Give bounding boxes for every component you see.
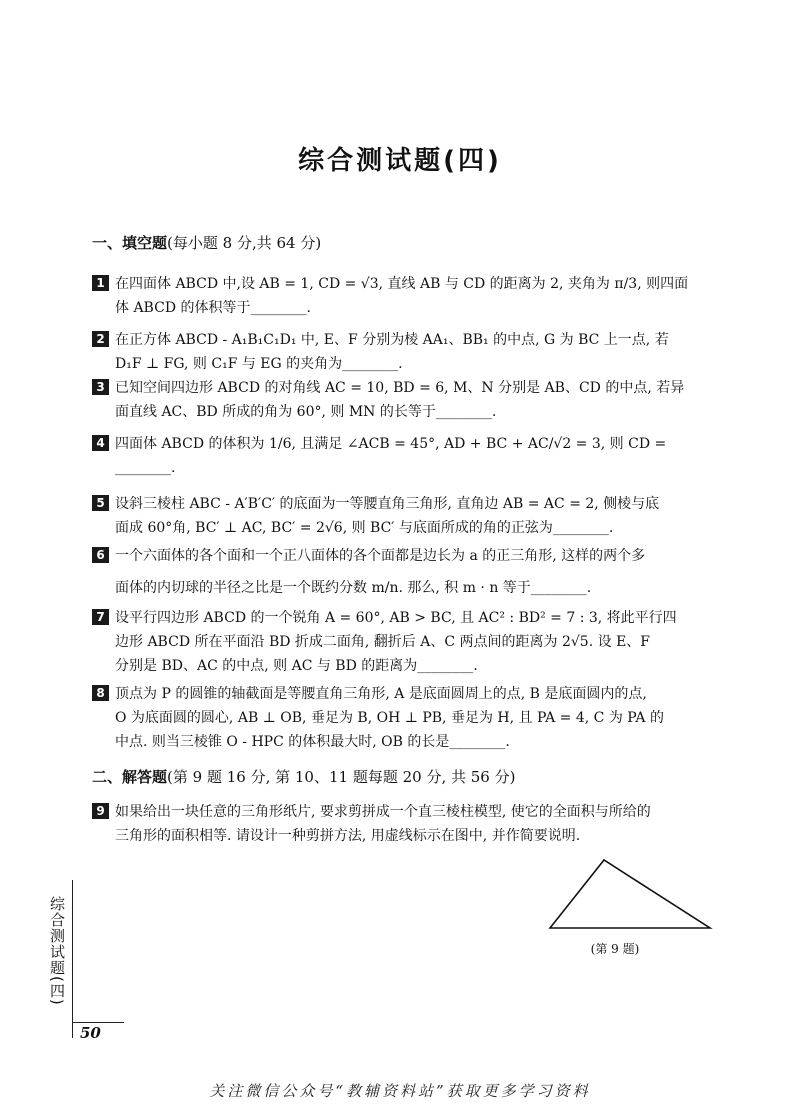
side-rule bbox=[72, 880, 73, 1038]
triangle-figure bbox=[540, 852, 720, 932]
question-line: 在四面体 ABCD 中,设 AB = 1, CD = √3, 直线 AB 与 CD 的距离为 2, 夹角为 π/3, 则四面 bbox=[115, 276, 689, 292]
question-number: 3 bbox=[92, 379, 109, 395]
question-4 bbox=[92, 432, 710, 480]
question-line: 面成 60°角, BC′ ⊥ AC, BC′ = 2√6, 则 BC′ 与底面所成的角的正弦为________. bbox=[115, 520, 614, 536]
question-line: 如果给出一块任意的三角形纸片, 要求剪拼成一个直三棱柱模型, 使它的全面积与所给的 bbox=[115, 804, 651, 820]
question-number: 8 bbox=[92, 685, 109, 701]
page-number: 50 bbox=[80, 1024, 101, 1042]
question-line: 四面体 ABCD 的体积为 1/6, 且满足 ∠ACB = 45°, AD + BC + AC/√2 = 3, 则 CD = bbox=[115, 436, 667, 452]
question-line: 已知空间四边形 ABCD 的对角线 AC = 10, BD = 6, M、N 分别是 AB、CD 的中点, 若异 bbox=[115, 380, 685, 396]
section-solutions bbox=[92, 766, 515, 787]
page-title: 综合测试题(四) bbox=[298, 146, 502, 176]
question-number: 2 bbox=[92, 331, 109, 347]
question-line: 体 ABCD 的体积等于________. bbox=[115, 300, 311, 316]
question-line: 三角形的面积相等. 请设计一种剪拼方法, 用虚线标示在图中, 并作简要说明. bbox=[115, 828, 581, 844]
question-8 bbox=[92, 682, 710, 754]
question-line: 分别是 BD、AC 的中点, 则 AC 与 BD 的距离为________. bbox=[115, 658, 478, 674]
question-2 bbox=[92, 328, 710, 376]
question-number: 4 bbox=[92, 435, 109, 451]
triangle-shape bbox=[550, 860, 710, 928]
question-line: 设平行四边形 ABCD 的一个锐角 A = 60°, AB > BC, 且 AC² : BD² = 7 : 3, 将此平行四 bbox=[115, 610, 677, 626]
question-5 bbox=[92, 492, 710, 540]
question-3 bbox=[92, 376, 710, 424]
question-number: 5 bbox=[92, 495, 109, 511]
question-line: 边形 ABCD 所在平面沿 BD 折成二面角, 翻折后 A、C 两点间的距离为 2√5. 设 E、F bbox=[115, 634, 650, 650]
question-9 bbox=[92, 800, 710, 848]
question-line: O 为底面圆的圆心, AB ⊥ OB, 垂足为 B, OH ⊥ PB, 垂足为 H, 且 PA = 4, C 为 PA 的 bbox=[115, 710, 664, 726]
section-heading: 一、填空题 bbox=[92, 234, 168, 252]
question-number: 6 bbox=[92, 547, 109, 563]
question-line: 顶点为 P 的圆锥的轴截面是等腰直角三角形, A 是底面圆周上的点, B 是底面圆内的点, bbox=[115, 686, 647, 702]
footer-note: 关注微信公众号“教辅资料站”获取更多学习资料 bbox=[209, 1082, 591, 1100]
question-6 bbox=[92, 544, 710, 600]
question-line: 中点. 则当三棱锥 O - HPC 的体积最大时, OB 的长是________. bbox=[115, 734, 510, 750]
question-line: 设斜三棱柱 ABC - A′B′C′ 的底面为一等腰直角三角形, 直角边 AB = AC = 2, 侧棱与底 bbox=[115, 496, 660, 512]
question-number: 7 bbox=[92, 609, 109, 625]
question-line: 一个六面体的各个面和一个正八面体的各个面都是边长为 a 的正三角形, 这样的两个多 bbox=[115, 548, 646, 564]
question-number: 1 bbox=[92, 275, 109, 291]
section-note: (第 9 题 16 分, 第 10、11 题每题 20 分, 共 56 分) bbox=[167, 768, 516, 786]
section-heading: 二、解答题 bbox=[92, 768, 168, 786]
side-label: 综合测试题(四) bbox=[48, 896, 66, 1006]
section-note: (每小题 8 分,共 64 分) bbox=[167, 234, 322, 252]
question-line: 面体的内切球的半径之比是一个既约分数 m/n. 那么, 积 m · n 等于________. bbox=[115, 580, 592, 596]
question-7 bbox=[92, 606, 710, 678]
question-line: 在正方体 ABCD - A₁B₁C₁D₁ 中, E、F 分别为棱 AA₁、BB₁ 的中点, G 为 BC 上一点, 若 bbox=[115, 332, 669, 348]
figure-caption: (第 9 题) bbox=[590, 942, 640, 956]
question-1 bbox=[92, 272, 710, 320]
question-line: ________. bbox=[115, 460, 176, 476]
question-line: 面直线 AC、BD 所成的角为 60°, 则 MN 的长等于________. bbox=[115, 404, 497, 420]
question-number: 9 bbox=[92, 803, 109, 819]
question-line: D₁F ⊥ FG, 则 C₁F 与 EG 的夹角为________. bbox=[115, 356, 403, 372]
section-fill-in bbox=[92, 232, 321, 253]
